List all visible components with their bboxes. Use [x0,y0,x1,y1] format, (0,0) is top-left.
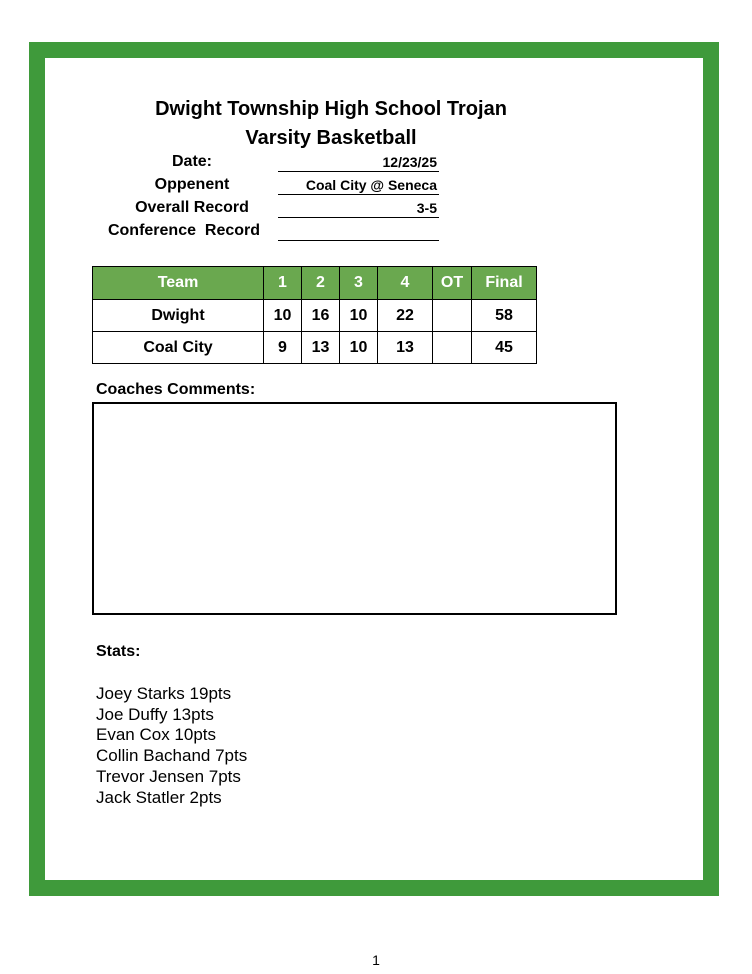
date-label: Date: [171,153,212,170]
page-subtitle: Varsity Basketball [245,127,417,149]
ot-score [433,300,472,332]
col-q3: 3 [340,267,378,300]
list-item: Joe Duffy 13pts [96,704,214,724]
list-item: Collin Bachand 7pts [96,746,248,766]
overall-record-label: Overall Record [135,199,249,216]
q3-score: 10 [340,332,378,364]
page-number: 1 [372,952,380,968]
q4-score: 22 [378,300,433,332]
page-frame [29,42,719,896]
conference-record-label: Conference Record [107,222,261,239]
date-value: 12/23/25 [278,152,439,172]
opponent-value: Coal City @ Seneca [278,175,439,195]
q3-score: 10 [340,300,378,332]
col-ot: OT [433,267,472,300]
conference-record-value [278,221,439,241]
final-score: 45 [472,332,537,364]
opponent-label: Oppenent [154,176,230,193]
overall-record-value: 3-5 [278,198,439,218]
stats-label: Stats: [96,643,141,660]
list-item: Evan Cox 10pts [96,725,217,745]
ot-score [433,332,472,364]
q1-score: 9 [264,332,302,364]
list-item: Jack Statler 2pts [96,787,222,807]
col-final: Final [472,267,537,300]
q2-score: 13 [302,332,340,364]
col-q2: 2 [302,267,340,300]
score-header-row [93,267,537,300]
col-q4: 4 [378,267,433,300]
stats-list [96,684,247,808]
team-name: Coal City [93,332,264,364]
score-table [92,266,537,364]
q1-score: 10 [264,300,302,332]
table-row [93,332,537,364]
page-title: Dwight Township High School Trojan [155,98,507,120]
coaches-comments-label: Coaches Comments: [96,381,256,398]
final-score: 58 [472,300,537,332]
q2-score: 16 [302,300,340,332]
col-q1: 1 [264,267,302,300]
list-item: Joey Starks 19pts [96,684,232,703]
team-name: Dwight [93,300,264,332]
col-team: Team [93,267,264,300]
q4-score: 13 [378,332,433,364]
list-item: Trevor Jensen 7pts [96,766,241,786]
table-row [93,300,537,332]
coaches-comments-box[interactable] [92,402,617,615]
